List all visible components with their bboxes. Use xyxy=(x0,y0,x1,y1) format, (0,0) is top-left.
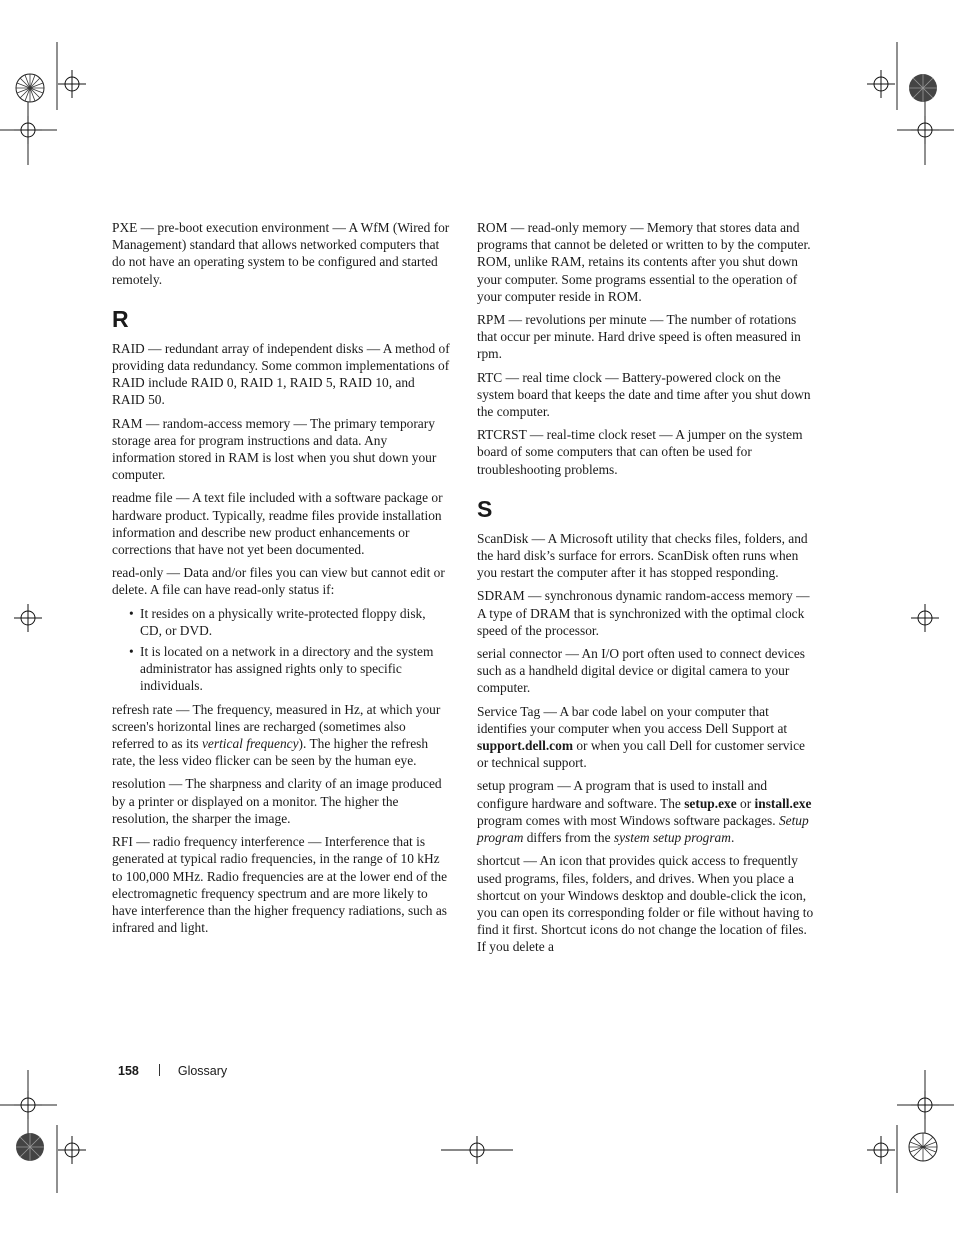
filename-setup-exe: setup.exe xyxy=(684,795,737,811)
entry-definition: — real-time clock reset — A jumper on the system board of some computers that can often be used for troubleshooting problems. xyxy=(477,427,803,477)
page-number: 158 xyxy=(118,1064,139,1078)
list-item: • It is located on a network in a directory and the system administrator has assigned rights only to specific individuals. xyxy=(112,643,450,695)
glossary-entry-ram xyxy=(112,415,450,484)
entry-definition-cont: . xyxy=(730,830,735,846)
entry-definition-cont: or when you call Dell for customer service or technical support. xyxy=(477,738,806,771)
glossary-entry-service-tag xyxy=(477,703,815,772)
entry-definition: — real time clock — Battery-powered clock on the system board that keeps the date and time after you shut down the computer. xyxy=(477,369,811,420)
section-heading-s: S xyxy=(477,495,493,522)
entry-term: setup program xyxy=(477,778,554,794)
entry-definition-cont: program comes with most Windows software packages. xyxy=(477,812,779,828)
page-footer xyxy=(118,1062,227,1080)
entry-term: RTCRST xyxy=(477,427,527,443)
entry-definition: — radio frequency interference — Interference that is generated at typical radio frequencies, in the range of 10 kHz to 100,000 MHz. Radio frequencies are at the lower end of the electromagnetic frequency spectrum and are more likely to have interference than the higher frequency radiations, such as infrared and light. xyxy=(112,834,448,936)
glossary-entry-serial-connector xyxy=(477,645,815,697)
left-column xyxy=(112,219,450,942)
glossary-entry-resolution xyxy=(112,775,450,827)
entry-definition: — revolutions per minute — The number of rotations that occur per minute. Hard drive speed is often measured in rpm. xyxy=(477,312,801,362)
entry-definition-cont: or xyxy=(736,795,755,811)
entry-definition: — The frequency, measured in Hz, at which your screen's horizontal lines are recharged (sometimes also referred to as its xyxy=(112,701,441,752)
entry-term: RFI xyxy=(112,834,133,850)
entry-definition: — A program that is used to install and configure hardware and software. The xyxy=(477,778,768,811)
glossary-entry-rtcrst xyxy=(477,426,815,478)
entry-definition: — A Microsoft utility that checks files, folders, and the hard disk’s surface for errors. ScanDisk often runs when you restart the computer after it has stopped responding. xyxy=(477,530,808,581)
entry-definition: — A bar code label on your computer that identifies your computer when you access Dell Support at xyxy=(477,703,788,736)
glossary-entry-scandisk xyxy=(477,530,815,582)
entry-definition-cont: differs from the xyxy=(523,830,614,846)
entry-definition: — synchronous dynamic random-access memory — A type of DRAM that is synchronized with the optimal clock speed of the processor. xyxy=(477,588,810,638)
entry-definition: — pre-boot execution environment — A WfM (Wired for Management) standard that allows networked computers that do not have an operating system to be configured and started remotely. xyxy=(112,220,450,287)
entry-italic-term: Setup program xyxy=(477,812,809,846)
entry-definition: — random-access memory — The primary temporary storage area for program instructions and data. Any information stored in RAM is lost when you shut down your computer. xyxy=(112,415,437,483)
entry-definition: — Data and/or files you can view but cannot edit or delete. A file can have read-only status if: xyxy=(112,565,445,598)
glossary-entry-refresh-rate xyxy=(112,701,450,770)
entry-definition: — redundant array of independent disks — A method of providing data redundancy. Some common implementations of RAID include RAID 0, RAID 1, RAID 5, RAID 10, and RAID 50. xyxy=(112,340,450,408)
glossary-entry-rom xyxy=(477,219,815,305)
section-heading-r: R xyxy=(112,305,129,332)
glossary-entry-sdram xyxy=(477,587,815,639)
entry-term: refresh rate xyxy=(112,701,173,717)
entry-definition: — read-only memory — Memory that stores data and programs that cannot be deleted or written to by the computer. ROM, unlike RAM, retains its contents after you shut down your computer. Some programs essential to the operation of your computer reside in ROM. xyxy=(477,220,811,304)
glossary-entry-setup-program xyxy=(477,777,815,846)
entry-definition: — The sharpness and clarity of an image produced by a printer or displayed on a monitor. The higher the resolution, the sharper the image. xyxy=(112,776,442,826)
entry-italic-term: system setup program xyxy=(613,830,731,846)
entry-term: read-only xyxy=(112,565,164,581)
glossary-entry-rfi xyxy=(112,833,450,936)
entry-definition: — A text file included with a software package or hardware product. Typically, readme files provide installation information and describe new product enhancements or corrections that have not yet been documented. xyxy=(112,490,443,558)
entry-term: RTC xyxy=(477,369,503,385)
glossary-entry-raid xyxy=(112,340,450,409)
footer-section-title: Glossary xyxy=(177,1064,228,1078)
glossary-entry-read-only xyxy=(112,564,450,598)
glossary-entry-rtc xyxy=(477,369,815,421)
filename-install-exe: install.exe xyxy=(754,795,812,811)
entry-term: SDRAM xyxy=(477,588,525,604)
entry-term: RAID xyxy=(112,340,145,356)
right-column xyxy=(477,219,815,962)
glossary-entry-shortcut xyxy=(477,852,815,955)
entry-term: resolution xyxy=(112,776,166,792)
entry-term: ScanDisk xyxy=(477,530,529,546)
read-only-conditions-list xyxy=(112,605,450,695)
glossary-entry-pxe xyxy=(112,219,450,288)
entry-term: readme file xyxy=(112,490,173,506)
footer-divider xyxy=(159,1064,160,1076)
glossary-entry-rpm xyxy=(477,311,815,363)
entry-definition-cont: ). The higher the refresh rate, the less video flicker can be seen by the human eye. xyxy=(112,736,429,769)
glossary-entry-readme-file xyxy=(112,489,450,558)
entry-italic-term: vertical frequency xyxy=(201,736,299,752)
support-site-link: support.dell.com xyxy=(477,738,573,754)
entry-term: serial connector xyxy=(477,646,563,662)
entry-definition: — An I/O port often used to connect devices such as a handheld digital device or digital camera to your computer. xyxy=(477,646,805,696)
entry-term: Service Tag xyxy=(477,703,541,719)
entry-term: RPM xyxy=(477,312,506,328)
entry-term: shortcut xyxy=(477,853,521,869)
entry-definition: — An icon that provides quick access to frequently used programs, files, folders, and drives. When you place a shortcut on your Windows desktop and double-click the icon, you can open its corresponding folder or file without having to find it first. Shortcut icons do not change the location of files. If you delete a xyxy=(477,853,814,955)
entry-term: ROM xyxy=(477,220,508,235)
list-item: • It resides on a physically write-protected floppy disk, CD, or DVD. xyxy=(112,605,450,639)
entry-term: RAM xyxy=(112,415,143,431)
entry-term: PXE xyxy=(112,220,138,235)
